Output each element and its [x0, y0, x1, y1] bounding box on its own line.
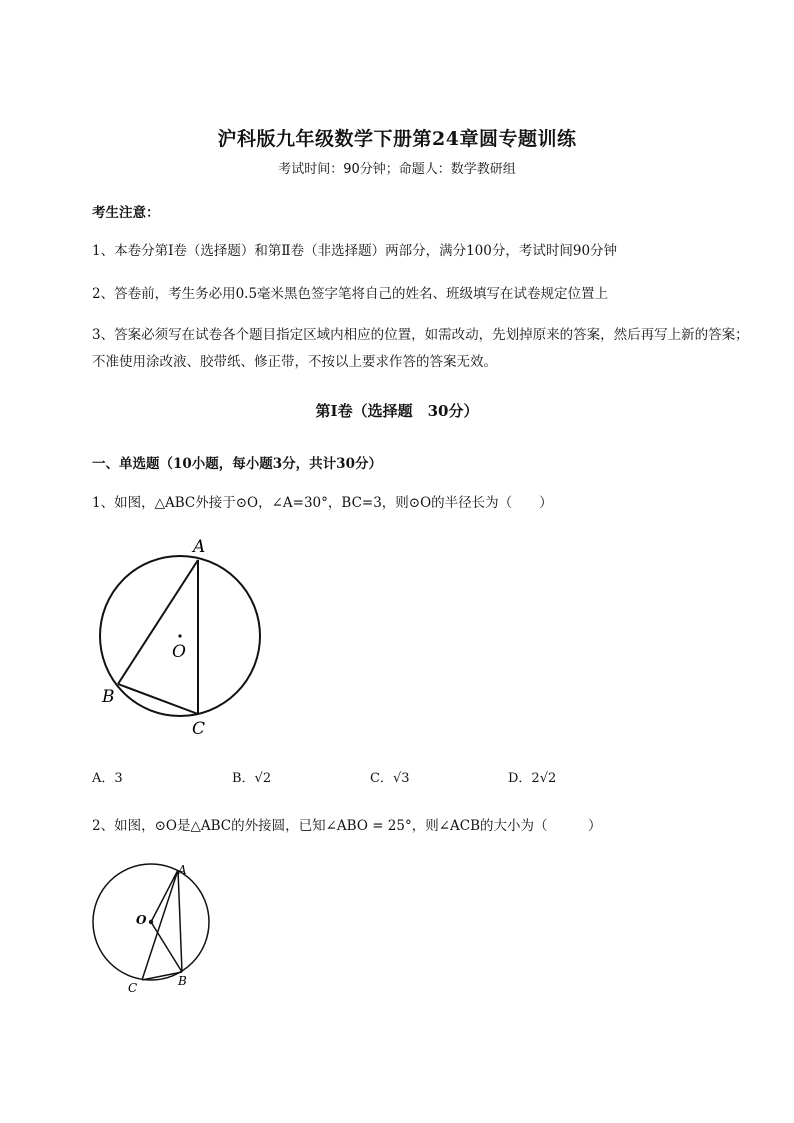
exam-info: 考试时间：90分钟；命题人：数学教研组 — [278, 162, 516, 177]
notice-item-3: 3、答案必须写在试卷各个题目指定区域内相应的位置，如需改动，先划掉原来的答案，然后再写上新的答案；不准使用涂改液、胶带纸、修正带，不按以上要求作答的答案无效。 — [92, 327, 749, 370]
label-a: A — [193, 537, 206, 557]
segment-ob — [151, 922, 182, 972]
label-o: O — [136, 913, 147, 927]
question-2-text: 2、如图，⊙O是△ABC的外接圆，已知∠ABO = 25°，则∠ACB的大小为（ ） — [92, 818, 602, 834]
label-c: C — [192, 719, 206, 739]
label-b: B — [178, 974, 187, 988]
label-a: A — [178, 863, 187, 877]
side-ac — [142, 870, 178, 980]
notice-heading: 考生注意： — [92, 205, 160, 221]
page-title: 沪科版九年级数学下册第24章圆专题训练 — [217, 128, 577, 150]
side-ab — [118, 560, 198, 684]
question-2-figure — [86, 854, 216, 1004]
option-b[interactable]: B．√2 — [232, 771, 272, 786]
center-point — [149, 920, 153, 924]
center-point — [178, 634, 181, 637]
option-d[interactable]: D．2√2 — [508, 771, 557, 786]
section-title: 第I卷（选择题 30分） — [315, 402, 479, 420]
side-ab — [178, 870, 182, 972]
part-title: 一、单选题（10小题，每小题3分，共计30分） — [92, 456, 382, 472]
notice-item-1: 1、本卷分第I卷（选择题）和第Ⅱ卷（非选择题）两部分，满分100分，考试时间90分钟 — [92, 243, 618, 259]
question-1-text: 1、如图，△ABC外接于⊙O，∠A=30°，BC=3，则⊙O的半径长为（ ） — [92, 495, 553, 511]
label-c: C — [128, 981, 138, 995]
question-1-figure — [90, 530, 280, 740]
notice-item-2: 2、答卷前，考生务必用0.5毫米黑色签字笔将自己的姓名、班级填写在试卷规定位置上 — [92, 286, 609, 302]
segment-oa — [151, 870, 178, 922]
label-b: B — [102, 687, 115, 707]
option-a[interactable]: A．3 — [92, 771, 123, 786]
option-c[interactable]: C．√3 — [370, 771, 410, 786]
label-o: O — [172, 642, 186, 662]
